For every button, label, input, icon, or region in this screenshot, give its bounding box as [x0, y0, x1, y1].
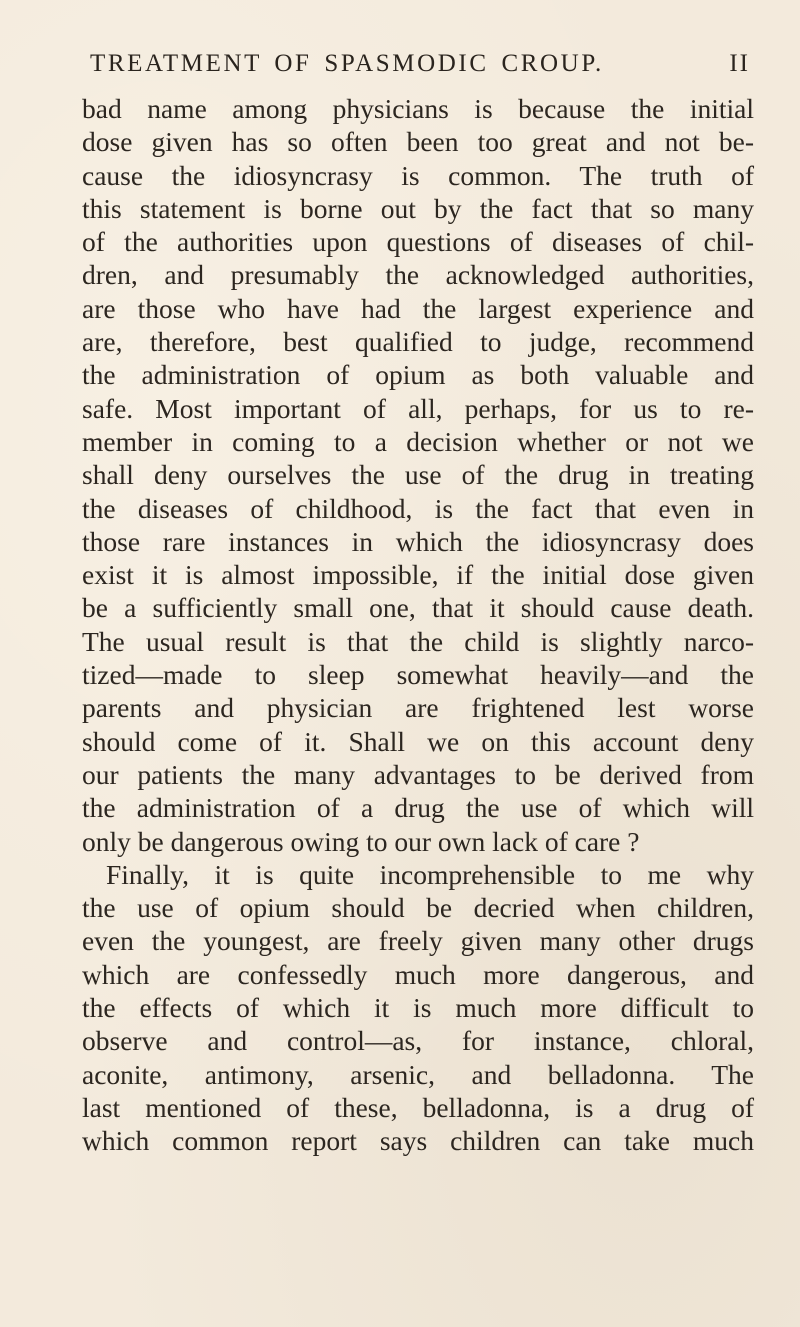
running-head-title: TREATMENT OF SPASMODIC CROUP.	[90, 50, 604, 77]
text-line: dose given has so often been too great and not be-	[82, 126, 754, 158]
text-line: even the youngest, are freely given many other drugs	[82, 925, 754, 957]
text-line: are those who have had the largest experience and	[82, 292, 754, 324]
text-line: The usual result is that the child is slightly narco-	[82, 625, 754, 657]
text-line: the diseases of childhood, is the fact that even in	[82, 492, 754, 524]
text-line: member in coming to a decision whether or not we	[82, 425, 754, 457]
text-line: the effects of which it is much more difficult to	[82, 992, 754, 1024]
text-line: shall deny ourselves the use of the drug in treating	[82, 459, 754, 491]
text-line: only be dangerous owing to our own lack of care ?	[82, 825, 640, 857]
text-line: the use of opium should be decried when children,	[82, 892, 754, 924]
text-line: bad name among physicians is because the initial	[82, 93, 754, 124]
text-line: be a sufficiently small one, that it should cause death.	[82, 592, 754, 624]
text-line: of the authorities upon questions of diseases of chil-	[82, 226, 754, 258]
body-text	[82, 92, 754, 1158]
text-line: are, therefore, best qualified to judge, recommend	[82, 326, 754, 358]
text-line: this statement is borne out by the fact that so many	[82, 192, 754, 224]
text-line: Finally, it is quite incomprehensible to me why	[106, 858, 754, 890]
text-line: which are confessedly much more dangerous, and	[82, 958, 754, 990]
text-line: safe. Most important of all, perhaps, for us to re-	[82, 392, 754, 424]
text-line: last mentioned of these, belladonna, is a drug of	[82, 1091, 754, 1123]
text-line: aconite, antimony, arsenic, and belladonna. The	[82, 1058, 754, 1090]
text-line: those rare instances in which the idiosyncrasy does	[82, 525, 754, 557]
text-line: parents and physician are frightened lest worse	[82, 692, 754, 724]
text-line: tized—made to sleep somewhat heavily—and the	[82, 659, 754, 691]
page-number: II	[729, 50, 750, 77]
running-head	[90, 50, 750, 78]
text-line: our patients the many advantages to be derived from	[82, 758, 754, 790]
text-line: dren, and presumably the acknowledged authorities,	[82, 259, 754, 291]
text-line: the administration of opium as both valuable and	[82, 359, 754, 391]
text-line: should come of it. Shall we on this account deny	[82, 725, 754, 757]
text-line: observe and control—as, for instance, chloral,	[82, 1025, 754, 1057]
text-line: the administration of a drug the use of which will	[82, 792, 754, 824]
text-line: which common report says children can take much	[82, 1125, 754, 1157]
text-line: exist it is almost impossible, if the initial dose given	[82, 559, 754, 591]
text-line: cause the idiosyncrasy is common. The truth of	[82, 159, 754, 191]
